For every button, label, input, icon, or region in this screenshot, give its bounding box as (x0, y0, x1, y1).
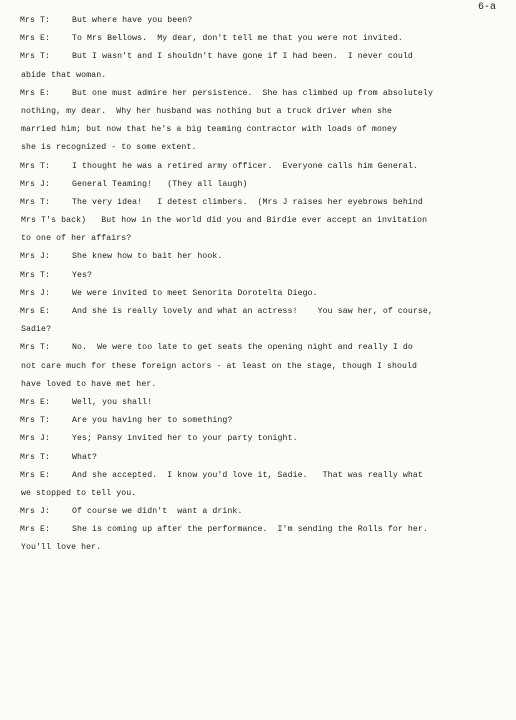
script-line (0, 467, 516, 485)
script-line (0, 48, 516, 66)
script-line (0, 321, 516, 339)
script-line (0, 67, 516, 85)
dialogue-text: She knew how to bait her hook. (72, 252, 223, 262)
dialogue-text: The very idea! I detest climbers. (Mrs J raises her eyebrows behind (72, 197, 423, 207)
dialogue-text: But where have you been? (72, 16, 193, 25)
dialogue-text: nothing, my dear. Why her husband was nothing but a truck driver when she (21, 106, 392, 116)
dialogue-text: married him; but now that he's a big teaming contractor with loads of money (21, 125, 397, 135)
script-line (0, 85, 516, 103)
speaker-label: Mrs J: (20, 179, 51, 189)
dialogue-text: No. We were too late to get seats the opening night and really I do (72, 343, 413, 353)
dialogue-text: I thought he was a retired army officer. Everyone calls him General. (72, 161, 418, 171)
script-line (0, 303, 516, 321)
dialogue-text: Mrs T's back) But how in the world did you and Birdie ever accept an invitation (21, 216, 428, 226)
dialogue-text: abide that woman. (21, 70, 107, 80)
dialogue-text: We were invited to meet Senorita Dorotelta Diego. (72, 288, 318, 298)
script-line (0, 503, 516, 521)
speaker-label: Mrs T: (20, 197, 51, 207)
dialogue-text: Are you having her to something? (72, 416, 233, 426)
speaker-label: Mrs T: (20, 52, 51, 62)
speaker-label: Mrs J: (20, 434, 51, 444)
speaker-label: Mrs T: (20, 452, 51, 462)
script-line (0, 267, 516, 285)
speaker-label: Mrs T: (20, 416, 51, 426)
speaker-label: Mrs E: (20, 397, 51, 407)
speaker-label: Mrs J: (20, 507, 51, 517)
script-line (0, 285, 516, 303)
script-line (0, 430, 516, 448)
script-line (0, 449, 516, 467)
script-body (0, 12, 516, 558)
dialogue-text: But I wasn't and I shouldn't have gone if I had been. I never could (72, 52, 413, 62)
speaker-label: Mrs E: (20, 307, 51, 316)
speaker-label: Mrs E: (20, 34, 51, 44)
dialogue-text: Yes; Pansy invited her to your party tonight. (72, 434, 298, 444)
script-line (0, 376, 516, 394)
script-line (0, 30, 516, 48)
speaker-label: Mrs E: (20, 525, 51, 535)
script-line (0, 121, 516, 139)
script-line (0, 521, 516, 539)
script-line (0, 339, 516, 357)
script-line (0, 230, 516, 248)
script-line (0, 139, 516, 157)
page-number: 6-a (478, 2, 497, 13)
speaker-label: Mrs E: (20, 470, 51, 480)
script-line (0, 158, 516, 176)
dialogue-text: Sadie? (21, 325, 52, 335)
dialogue-text: Yes? (72, 270, 93, 280)
speaker-label: Mrs T: (20, 161, 51, 171)
script-line (0, 176, 516, 194)
speaker-label: Mrs T: (20, 16, 51, 25)
dialogue-text: And she is really lovely and what an actress! You saw her, of course, (72, 307, 433, 316)
script-line (0, 412, 516, 430)
script-line (0, 12, 516, 30)
dialogue-text: You'll love her. (21, 543, 102, 553)
script-line (0, 394, 516, 412)
dialogue-text: General Teaming! (They all laugh) (72, 179, 248, 189)
speaker-label: Mrs T: (20, 343, 51, 353)
dialogue-text: What? (72, 452, 98, 462)
dialogue-text: we stopped to tell you. (21, 488, 137, 498)
dialogue-text: She is coming up after the performance. I'm sending the Rolls for her. (72, 525, 428, 535)
dialogue-text: she is recognized - to some extent. (21, 143, 197, 153)
dialogue-text: But one must admire her persistence. She has climbed up from absolutely (72, 88, 433, 98)
dialogue-text: to one of her affairs? (21, 234, 132, 244)
dialogue-text: And she accepted. I know you'd love it, Sadie. That was really what (72, 470, 423, 480)
dialogue-text: Well, you shall! (72, 397, 153, 407)
dialogue-text: not care much for these foreign actors - at least on the stage, though I should (21, 361, 418, 371)
dialogue-text: Of course we didn't want a drink. (72, 507, 243, 517)
speaker-label: Mrs T: (20, 270, 51, 280)
script-line (0, 194, 516, 212)
script-line (0, 248, 516, 266)
speaker-label: Mrs J: (20, 288, 51, 298)
script-line (0, 212, 516, 230)
speaker-label: Mrs J: (20, 252, 51, 262)
dialogue-text: To Mrs Bellows. My dear, don't tell me that you were not invited. (72, 34, 403, 44)
script-line (0, 485, 516, 503)
script-line (0, 103, 516, 121)
script-line (0, 539, 516, 557)
speaker-label: Mrs E: (20, 88, 51, 98)
dialogue-text: have loved to have met her. (21, 379, 157, 389)
script-line (0, 358, 516, 376)
